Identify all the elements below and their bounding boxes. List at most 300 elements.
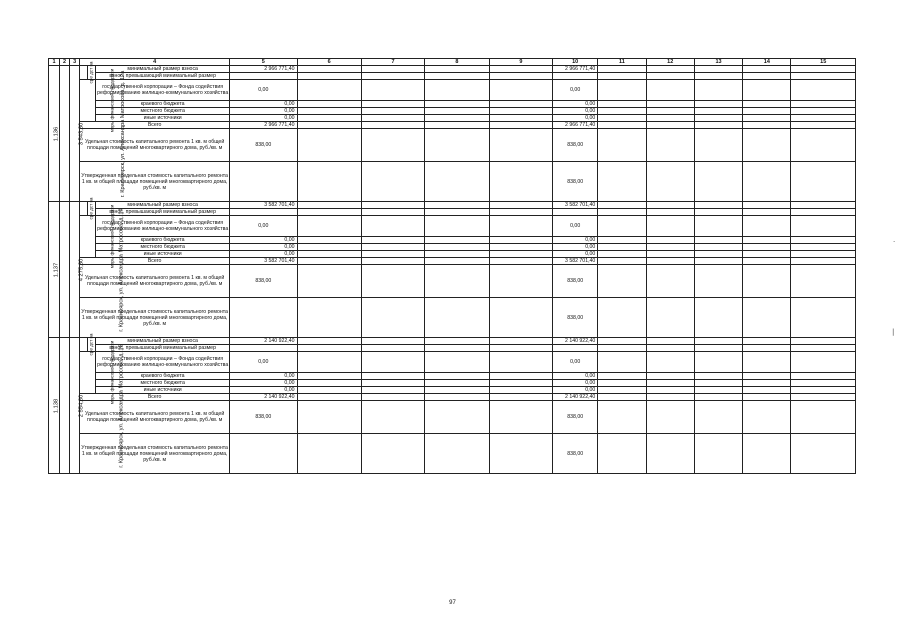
empty-cell — [598, 237, 646, 244]
table-row — [49, 73, 856, 80]
empty-cell — [361, 216, 424, 237]
empty-cell — [694, 394, 742, 401]
col5-value: 2 140 922,40 — [230, 394, 297, 401]
col10-value: 0,00 — [553, 115, 598, 122]
empty-cell — [598, 265, 646, 298]
row-label: минимальный размер взноса — [96, 202, 230, 209]
empty-cell — [425, 345, 489, 352]
empty-cell — [646, 216, 694, 237]
empty-cell — [598, 434, 646, 474]
unit-cost-label: Удельная стоимость капитального ремонта 1 кв. м общей площади помещений многоквартирного дома, руб./кв. м — [80, 401, 230, 434]
empty-cell — [791, 115, 856, 122]
empty-cell — [361, 115, 424, 122]
table-row — [49, 162, 856, 202]
table-row — [49, 216, 856, 237]
empty-cell — [598, 401, 646, 434]
empty-cell — [489, 373, 552, 380]
empty-cell — [791, 129, 856, 162]
empty-cell — [361, 401, 424, 434]
col5-value: 3 582 701,40 — [230, 202, 297, 209]
empty-cell — [361, 122, 424, 129]
object-area — [70, 202, 85, 338]
empty-cell — [361, 251, 424, 258]
row-label: взнос, превышающий минимальный размер — [96, 73, 230, 80]
object-code-text: 1.138 — [53, 398, 60, 413]
empty-cell — [598, 108, 646, 115]
financial-support-label-text: меры финансовой поддержки — [109, 68, 115, 132]
empty-cell — [743, 251, 791, 258]
empty-cell — [297, 115, 361, 122]
empty-cell — [297, 352, 361, 373]
empty-cell — [694, 216, 742, 237]
empty-cell — [230, 345, 297, 352]
empty-cell — [646, 434, 694, 474]
empty-cell — [694, 401, 742, 434]
repair-financing-table — [48, 58, 856, 474]
empty-cell — [489, 202, 552, 209]
table-row — [49, 298, 856, 338]
empty-cell — [553, 345, 598, 352]
empty-cell — [489, 244, 552, 251]
owners-funds-label — [80, 333, 94, 355]
table-row — [49, 251, 856, 258]
empty-cell — [694, 380, 742, 387]
empty-cell — [489, 129, 552, 162]
empty-cell — [646, 244, 694, 251]
empty-cell — [791, 401, 856, 434]
empty-cell — [743, 380, 791, 387]
empty-cell — [361, 108, 424, 115]
table-row — [49, 394, 856, 401]
empty-cell — [743, 101, 791, 108]
empty-cell — [361, 380, 424, 387]
column-header: 5 — [230, 59, 297, 66]
column-header: 11 — [598, 59, 646, 66]
table-row — [49, 338, 856, 345]
empty-cell — [694, 345, 742, 352]
empty-cell — [743, 352, 791, 373]
column-header: 7 — [361, 59, 424, 66]
empty-cell — [361, 237, 424, 244]
empty-cell — [791, 387, 856, 394]
empty-cell — [297, 73, 361, 80]
empty-cell — [425, 265, 489, 298]
empty-cell — [743, 66, 791, 73]
empty-cell — [297, 122, 361, 129]
col10-value: 838,00 — [553, 401, 598, 434]
empty-cell — [297, 338, 361, 345]
empty-cell — [791, 345, 856, 352]
empty-cell — [743, 216, 791, 237]
table-row — [49, 66, 856, 73]
empty-cell — [361, 434, 424, 474]
empty-cell — [791, 373, 856, 380]
col5-value: 0,00 — [230, 380, 297, 387]
row-label: минимальный размер взноса — [96, 66, 230, 73]
row-label: минимальный размер взноса — [96, 338, 230, 345]
empty-cell — [694, 80, 742, 101]
empty-cell — [694, 209, 742, 216]
empty-cell — [489, 394, 552, 401]
table-row — [49, 129, 856, 162]
table-row — [49, 434, 856, 474]
page-number: 97 — [449, 600, 456, 606]
empty-cell — [297, 434, 361, 474]
object-address-text: г. Красноярск, ул. Александра Матросова, д. 12а — [120, 70, 127, 197]
object-area-text: 3 543,30 — [78, 122, 85, 145]
empty-cell — [489, 73, 552, 80]
table-row — [49, 209, 856, 216]
empty-cell — [361, 345, 424, 352]
col10-value: 838,00 — [553, 434, 598, 474]
empty-cell — [646, 237, 694, 244]
col10-value: 2 966 771,40 — [553, 66, 598, 73]
col5-value: 0,00 — [230, 244, 297, 251]
empty-cell — [361, 338, 424, 345]
limit-cost-label: Утвержденная предельная стоимость капитального ремонта 1 кв. м общей площади помещений многоквартирного дома, руб./кв. м — [80, 298, 230, 338]
empty-cell — [297, 401, 361, 434]
owners-funds-label-text: сре дст ва — [88, 197, 94, 219]
table-row — [49, 345, 856, 352]
empty-cell — [694, 352, 742, 373]
empty-cell — [743, 265, 791, 298]
column-header: 12 — [646, 59, 694, 66]
col10-value: 0,00 — [553, 244, 598, 251]
row-label: взнос, превышающий минимальный размер — [96, 209, 230, 216]
table-row — [49, 122, 856, 129]
financial-support-label-text: меры финансовой поддержки — [109, 204, 115, 268]
empty-cell — [743, 202, 791, 209]
empty-cell — [489, 338, 552, 345]
col10-value: 838,00 — [553, 298, 598, 338]
table-row — [49, 265, 856, 298]
row-label: иные источники — [96, 251, 230, 258]
empty-cell — [297, 298, 361, 338]
col5-value: 2 966 771,40 — [230, 66, 297, 73]
row-label: краевого бюджета — [96, 373, 230, 380]
col10-value: 3 582 701,40 — [553, 258, 598, 265]
col10-value: 2 966 771,40 — [553, 122, 598, 129]
col5-value: 0,00 — [230, 237, 297, 244]
row-label: иные источники — [96, 387, 230, 394]
table-row — [49, 237, 856, 244]
table-row — [49, 108, 856, 115]
empty-cell — [425, 373, 489, 380]
empty-cell — [694, 251, 742, 258]
col10-value: 0,00 — [553, 373, 598, 380]
empty-cell — [425, 298, 489, 338]
empty-cell — [598, 129, 646, 162]
empty-cell — [646, 258, 694, 265]
empty-cell — [297, 216, 361, 237]
empty-cell — [297, 244, 361, 251]
object-code — [49, 338, 60, 474]
empty-cell — [425, 202, 489, 209]
col5-value: 0,00 — [230, 387, 297, 394]
empty-cell — [694, 244, 742, 251]
empty-cell — [425, 237, 489, 244]
empty-cell — [646, 352, 694, 373]
empty-cell — [791, 66, 856, 73]
empty-cell — [791, 101, 856, 108]
empty-cell — [694, 101, 742, 108]
col5-value: 3 582 701,40 — [230, 258, 297, 265]
empty-cell — [297, 202, 361, 209]
empty-cell — [646, 80, 694, 101]
col10-value: 0,00 — [553, 237, 598, 244]
empty-cell — [425, 101, 489, 108]
empty-cell — [489, 345, 552, 352]
column-header: 10 — [553, 59, 598, 66]
empty-cell — [361, 209, 424, 216]
column-header: 1 — [49, 59, 60, 66]
empty-cell — [791, 209, 856, 216]
empty-cell — [694, 434, 742, 474]
limit-cost-label: Утвержденная предельная стоимость капитального ремонта 1 кв. м общей площади помещений многоквартирного дома, руб./кв. м — [80, 434, 230, 474]
empty-cell — [489, 237, 552, 244]
column-header: 13 — [694, 59, 742, 66]
empty-cell — [598, 216, 646, 237]
row-label: краевого бюджета — [96, 101, 230, 108]
empty-cell — [598, 394, 646, 401]
empty-cell — [694, 122, 742, 129]
empty-cell — [646, 209, 694, 216]
empty-cell — [230, 434, 297, 474]
empty-cell — [598, 387, 646, 394]
col10-value: 838,00 — [553, 162, 598, 202]
empty-cell — [361, 73, 424, 80]
column-header: 14 — [743, 59, 791, 66]
empty-cell — [598, 251, 646, 258]
empty-cell — [425, 251, 489, 258]
column-header: 2 — [60, 59, 70, 66]
empty-cell — [598, 80, 646, 101]
empty-cell — [553, 73, 598, 80]
col5-value: 838,00 — [230, 129, 297, 162]
object-code — [49, 66, 60, 202]
limit-cost-label: Утвержденная предельная стоимость капитального ремонта 1 кв. м общей площади помещений многоквартирного дома, руб./кв. м — [80, 162, 230, 202]
column-header: 8 — [425, 59, 489, 66]
empty-cell — [425, 129, 489, 162]
table-row — [49, 202, 856, 209]
empty-cell — [425, 122, 489, 129]
empty-cell — [646, 122, 694, 129]
row-label: местного бюджета — [96, 380, 230, 387]
empty-cell — [694, 298, 742, 338]
col5-value: 0,00 — [230, 352, 297, 373]
col10-value: 838,00 — [553, 129, 598, 162]
empty-cell — [598, 298, 646, 338]
owners-funds-label-text: сре дст ва — [88, 333, 94, 355]
empty-cell — [743, 122, 791, 129]
empty-cell — [791, 394, 856, 401]
empty-cell — [489, 387, 552, 394]
empty-cell — [425, 73, 489, 80]
empty-cell — [553, 209, 598, 216]
empty-cell — [297, 66, 361, 73]
table-row — [49, 80, 856, 101]
col10-value: 3 582 701,40 — [553, 202, 598, 209]
empty-cell — [489, 216, 552, 237]
empty-cell — [791, 352, 856, 373]
col5-value: 2 140 922,40 — [230, 338, 297, 345]
empty-cell — [230, 162, 297, 202]
empty-cell — [646, 345, 694, 352]
object-area-text: 4 275,30 — [78, 258, 85, 281]
empty-cell — [489, 352, 552, 373]
empty-cell — [646, 129, 694, 162]
empty-cell — [361, 244, 424, 251]
empty-cell — [694, 338, 742, 345]
empty-cell — [598, 338, 646, 345]
empty-cell — [598, 122, 646, 129]
empty-cell — [743, 129, 791, 162]
object-area — [70, 66, 85, 202]
empty-cell — [297, 265, 361, 298]
empty-cell — [425, 209, 489, 216]
col5-value: 0,00 — [230, 115, 297, 122]
empty-cell — [489, 162, 552, 202]
empty-cell — [743, 209, 791, 216]
object-area-text: 2 554,80 — [78, 394, 85, 417]
empty-cell — [791, 380, 856, 387]
empty-cell — [646, 265, 694, 298]
empty-cell — [297, 101, 361, 108]
empty-cell — [361, 101, 424, 108]
empty-cell — [489, 401, 552, 434]
col10-value: 0,00 — [553, 216, 598, 237]
empty-cell — [361, 373, 424, 380]
col10-value: 838,00 — [553, 265, 598, 298]
empty-cell — [297, 162, 361, 202]
margin-mark: · — [893, 238, 896, 246]
empty-cell — [489, 101, 552, 108]
empty-cell — [230, 73, 297, 80]
empty-cell — [791, 434, 856, 474]
empty-cell — [694, 258, 742, 265]
column-header-row — [49, 59, 856, 66]
object-code — [49, 202, 60, 338]
object-area — [70, 338, 85, 474]
col5-value: 838,00 — [230, 401, 297, 434]
empty-cell — [489, 265, 552, 298]
col10-value: 0,00 — [553, 352, 598, 373]
empty-cell — [297, 394, 361, 401]
empty-cell — [489, 108, 552, 115]
empty-cell — [743, 401, 791, 434]
empty-cell — [297, 251, 361, 258]
empty-cell — [743, 162, 791, 202]
empty-cell — [646, 108, 694, 115]
empty-cell — [425, 108, 489, 115]
empty-cell — [791, 162, 856, 202]
empty-cell — [489, 298, 552, 338]
col5-value: 0,00 — [230, 216, 297, 237]
empty-cell — [646, 338, 694, 345]
empty-cell — [598, 373, 646, 380]
empty-cell — [646, 380, 694, 387]
owners-funds-label — [80, 197, 94, 219]
empty-cell — [598, 345, 646, 352]
column-header: 15 — [791, 59, 856, 66]
empty-cell — [694, 108, 742, 115]
empty-cell — [791, 251, 856, 258]
empty-cell — [791, 108, 856, 115]
empty-cell — [361, 66, 424, 73]
empty-cell — [743, 244, 791, 251]
column-header: 9 — [489, 59, 552, 66]
empty-cell — [489, 80, 552, 101]
empty-cell — [598, 101, 646, 108]
empty-cell — [598, 73, 646, 80]
empty-cell — [743, 108, 791, 115]
empty-cell — [361, 387, 424, 394]
empty-cell — [791, 73, 856, 80]
empty-cell — [297, 380, 361, 387]
empty-cell — [425, 216, 489, 237]
table-row — [49, 352, 856, 373]
empty-cell — [743, 338, 791, 345]
empty-cell — [743, 237, 791, 244]
empty-cell — [791, 298, 856, 338]
empty-cell — [646, 387, 694, 394]
empty-cell — [694, 373, 742, 380]
empty-cell — [694, 202, 742, 209]
column-header: 3 — [70, 59, 80, 66]
empty-cell — [425, 387, 489, 394]
empty-cell — [743, 298, 791, 338]
empty-cell — [489, 251, 552, 258]
empty-cell — [361, 265, 424, 298]
col5-value: 0,00 — [230, 101, 297, 108]
empty-cell — [694, 387, 742, 394]
empty-cell — [791, 80, 856, 101]
empty-cell — [743, 115, 791, 122]
empty-cell — [791, 265, 856, 298]
empty-cell — [791, 237, 856, 244]
owners-funds-label-text: сре дст ва — [88, 61, 94, 83]
empty-cell — [646, 115, 694, 122]
empty-cell — [361, 352, 424, 373]
object-address-text: г. Красноярск, ул. Александра Матросова, д. 16 — [118, 343, 125, 468]
empty-cell — [743, 80, 791, 101]
empty-cell — [598, 162, 646, 202]
table-row — [49, 115, 856, 122]
row-label: государственной корпорации – Фонда содействия реформированию жилищно-коммунального хозяйства — [96, 352, 230, 373]
object-address-text: г. Красноярск, ул. Александра Матросова, д. 14 — [118, 207, 125, 332]
empty-cell — [598, 202, 646, 209]
empty-cell — [297, 258, 361, 265]
empty-cell — [598, 209, 646, 216]
row-label: государственной корпорации – Фонда содействия реформированию жилищно-коммунального хозяйства — [96, 80, 230, 101]
row-label: государственной корпорации – Фонда содействия реформированию жилищно-коммунального хозяйства — [96, 216, 230, 237]
empty-cell — [361, 258, 424, 265]
empty-cell — [425, 401, 489, 434]
row-label: местного бюджета — [96, 244, 230, 251]
empty-cell — [646, 101, 694, 108]
col5-value: 0,00 — [230, 373, 297, 380]
empty-cell — [297, 129, 361, 162]
table-row — [49, 387, 856, 394]
empty-cell — [297, 373, 361, 380]
empty-cell — [791, 338, 856, 345]
empty-cell — [361, 202, 424, 209]
empty-cell — [598, 115, 646, 122]
empty-cell — [489, 258, 552, 265]
col10-value: 2 140 922,40 — [553, 338, 598, 345]
empty-cell — [297, 209, 361, 216]
empty-cell — [425, 162, 489, 202]
